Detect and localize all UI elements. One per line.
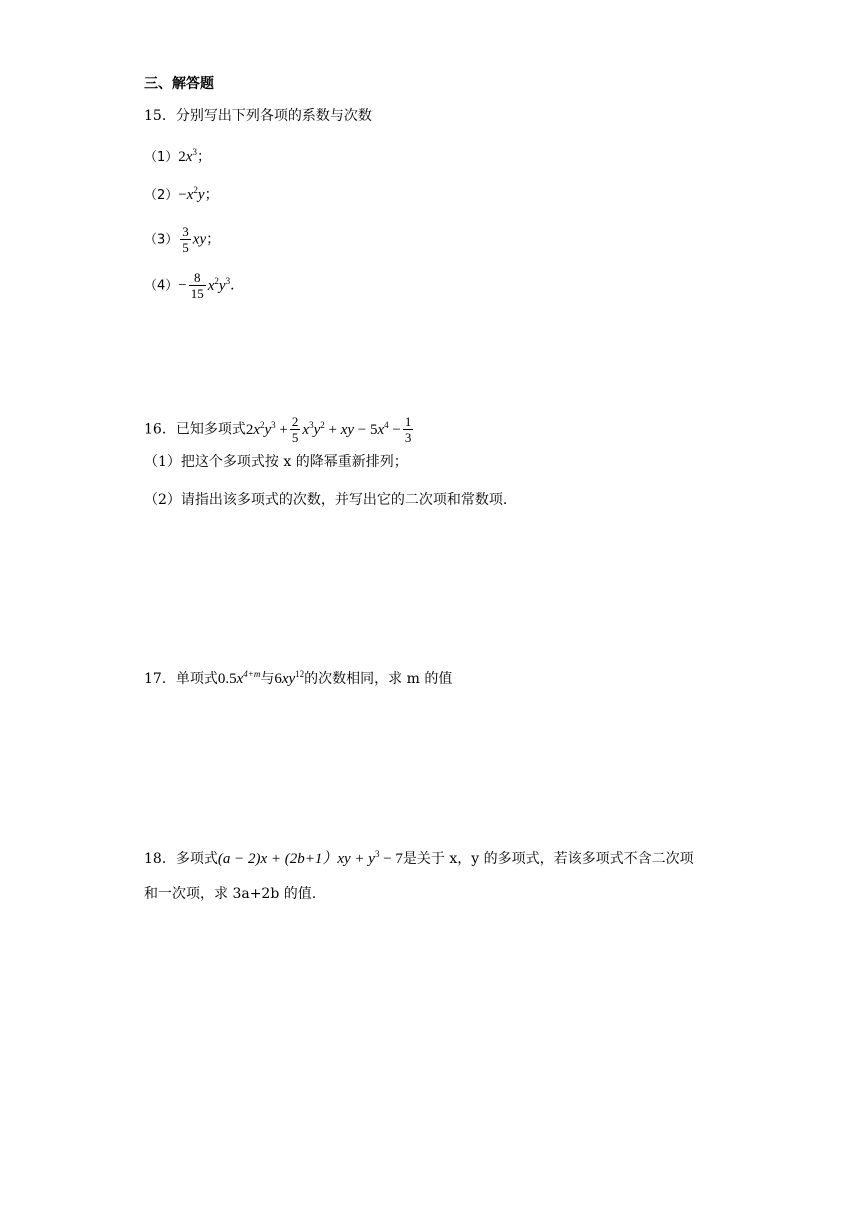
q15-item-1: $(1)2x^3$； [144, 147, 211, 165]
q15-item-4-fraction: $\frac{8}{15}$ [190, 270, 204, 301]
q15-item-1-expr: $2x^3$ [178, 147, 197, 165]
question-17: 17．单项式$0.5x^{4+m}$与$6xy^{12}$的次数相同，求 m 的值 [144, 669, 453, 687]
q16-subquestion-2: （2）请指出该多项式的次数，并写出它的二次项和常数项. [144, 492, 508, 508]
q15-item-4: （4）− $\frac{8}{15}$ $x^2y^3$． [144, 270, 245, 301]
q15-item-3-label: （3） [144, 232, 179, 248]
question-18-line-1: 18．多项式$(a - 2)x + (2b+1)xy + y^3 - 7$是关于 x，y 的多项式，若该多项式不含二次项 [144, 849, 694, 867]
question-18-line-2: 和一次项，求 3a+2b 的值. [144, 886, 317, 902]
q15-item-4-label: （4） [144, 278, 179, 294]
question-15-stem: 15．分别写出下列各项的系数与次数 [144, 108, 372, 124]
q15-item-1-label: （1） [144, 150, 179, 165]
q15-item-2-expr: $-x^2y$ [178, 185, 205, 203]
q17-monomial-1: $0.5x^{4+m}$ [217, 669, 261, 687]
q15-item-2-label: （2） [144, 188, 179, 203]
q15-item-3-vars: xy [192, 231, 207, 248]
q16-polynomial: $2x^2y^3$ + [245, 419, 288, 438]
q17-monomial-2: $6xy^{12}$ [274, 669, 305, 687]
q16-subquestion-1: （1）把这个多项式按 x 的降幂重新排列； [144, 454, 408, 470]
q15-item-2: $(2)-x^2y$； [144, 185, 219, 203]
q15-item-3: （3） $\frac{3}{5}$ xy； [144, 224, 221, 255]
q15-item-3-fraction: $\frac{3}{5}$ [182, 224, 189, 255]
q15-item-4-vars: $x^2y^3$ [207, 275, 231, 294]
section-title: 三、解答题 [144, 76, 214, 92]
question-16-stem: 16．已知多项式$2x^2y^3$ + $\frac{2}{5}$ $x^3y^2$ + xy − $5x^4$ − $\frac{1}{3}$ [144, 414, 412, 445]
q18-polynomial: $(a - 2)x + (2b+1)xy + y^3 - 7$ [217, 849, 403, 867]
